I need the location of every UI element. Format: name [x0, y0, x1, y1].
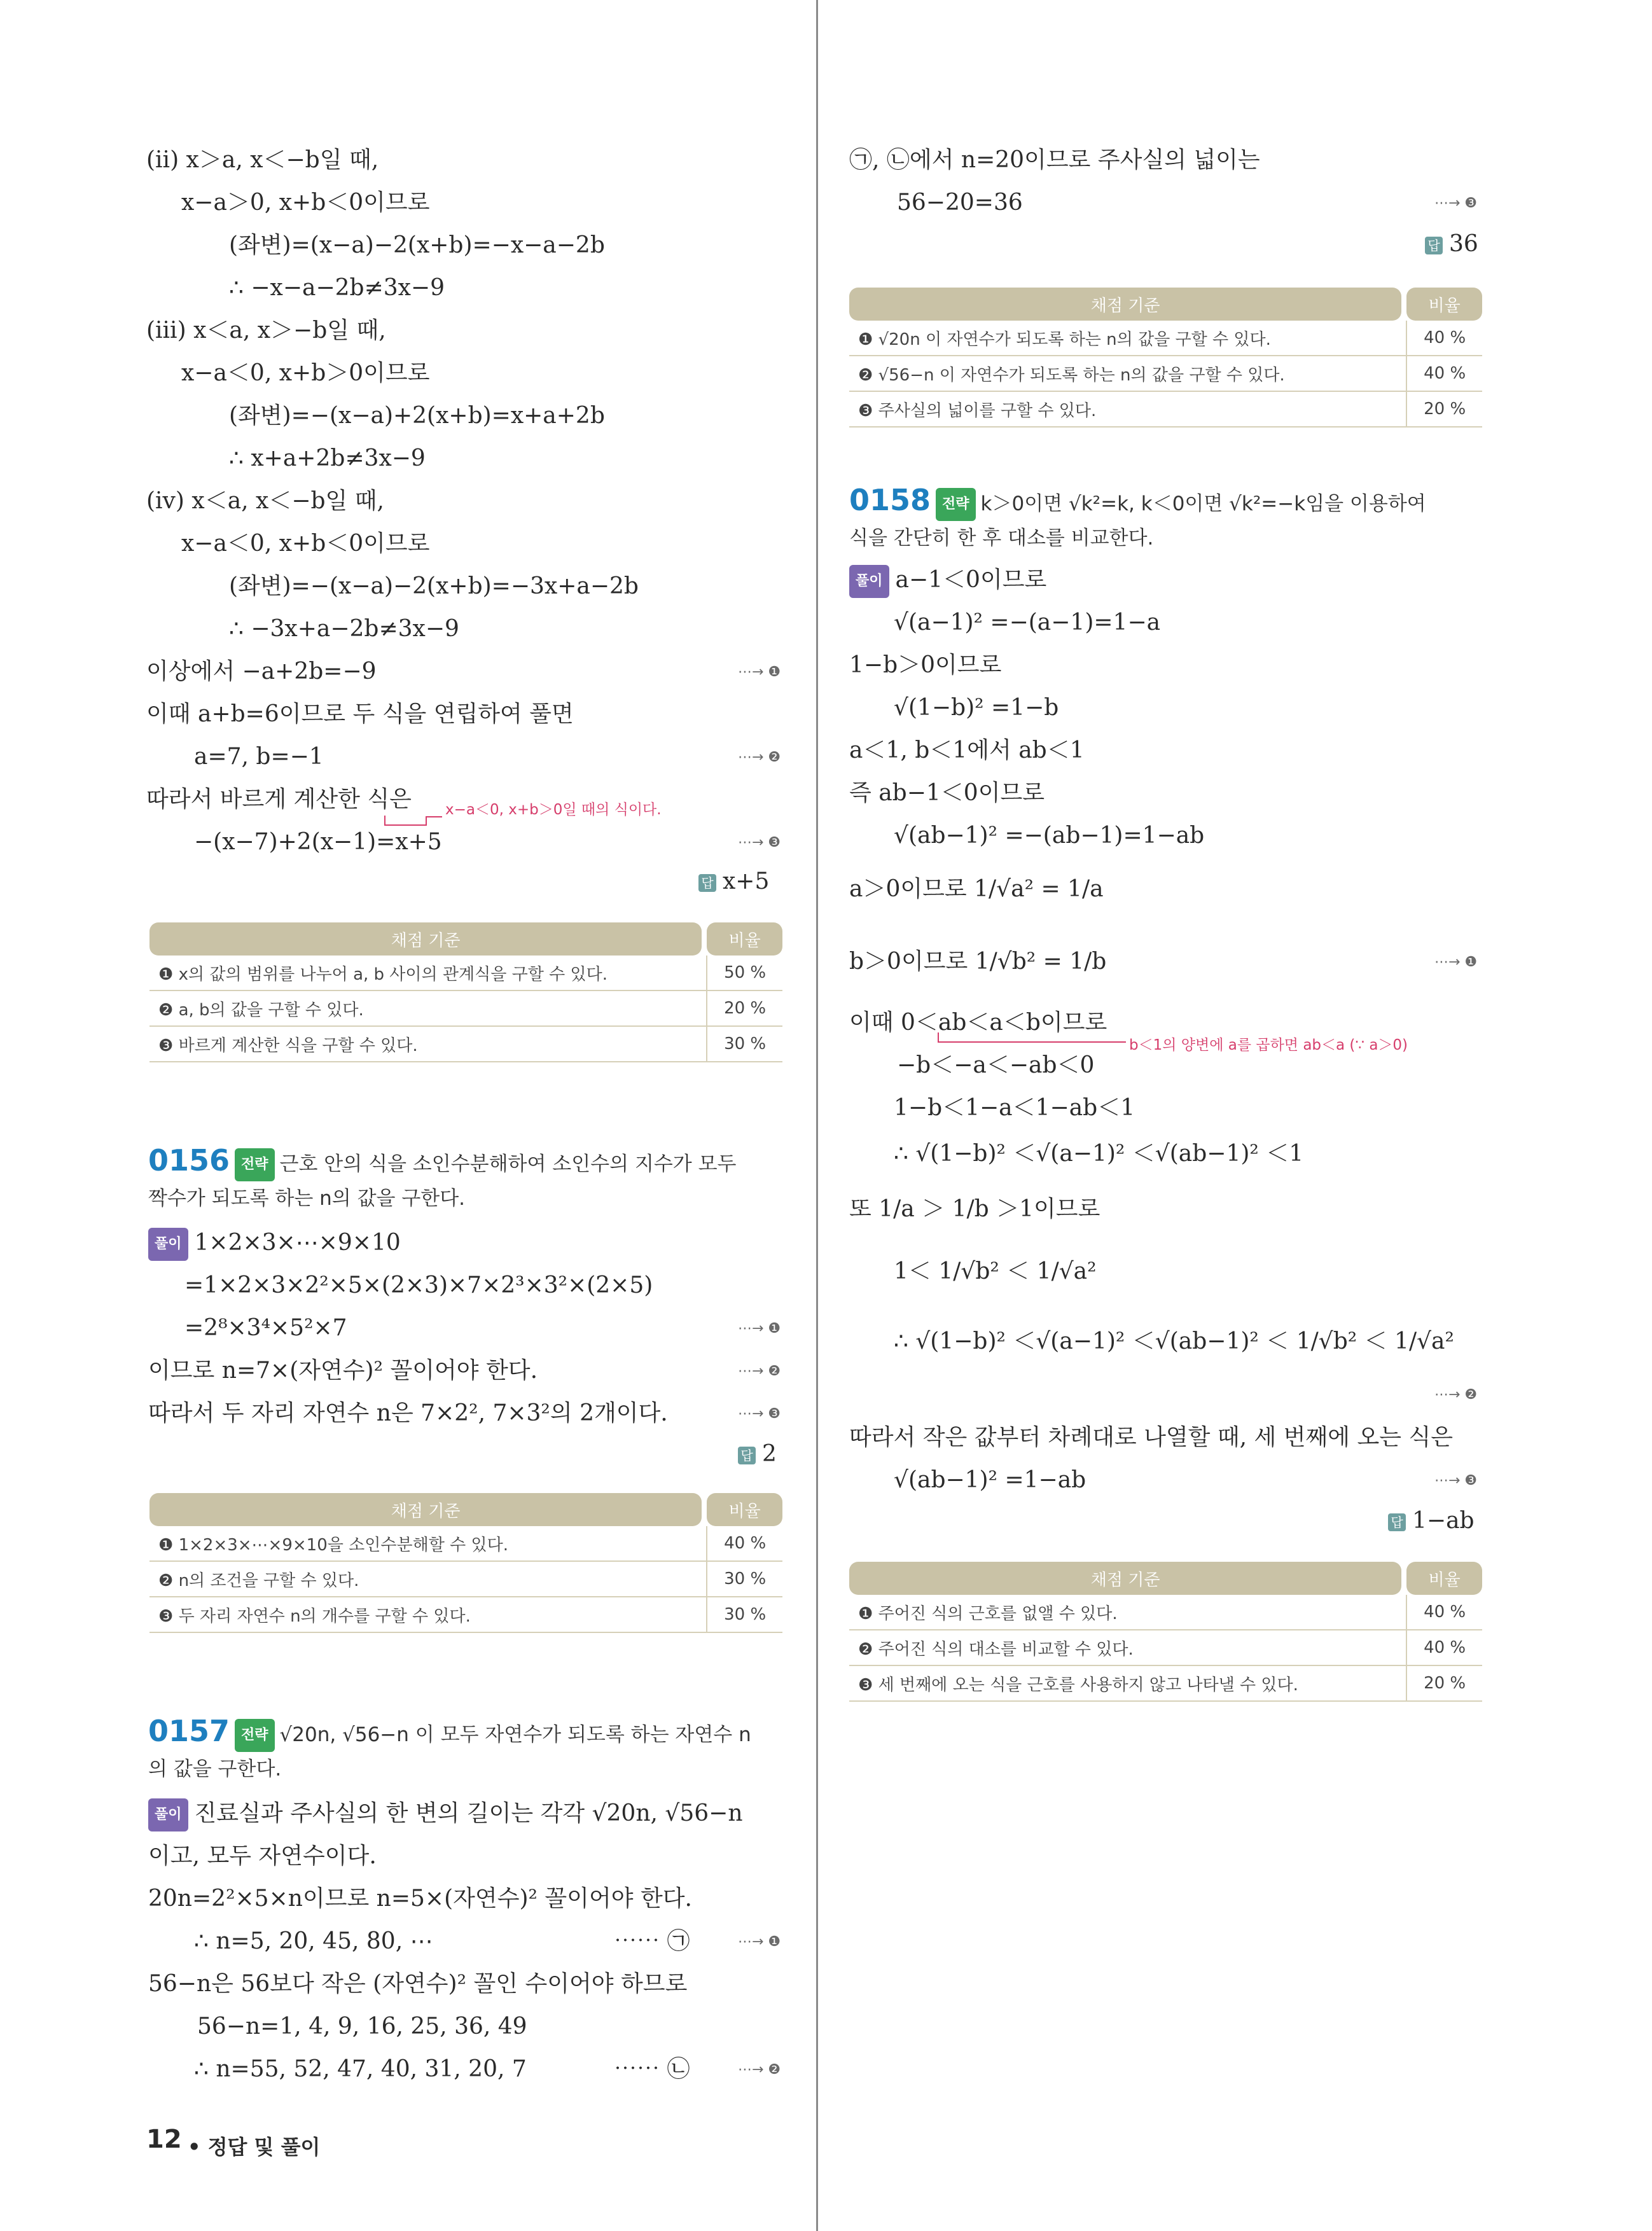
question-heading-156: 0156 전략 근호 안의 식을 소인수분해하여 소인수의 지수가 모두 [148, 1145, 736, 1181]
step-mark-1: ⋯→ ❶ [1434, 954, 1478, 970]
solution-line: a＞0이므로 1/√a² = 1/a [849, 876, 1104, 902]
answer-icon: 답 [738, 1447, 756, 1464]
answer-value: 2 [762, 1441, 777, 1467]
case-line: ∴ −x−a−2b≠3x−9 [229, 275, 445, 301]
column-divider [816, 0, 818, 2231]
solution-line: 따라서 작은 값부터 차례대로 나열할 때, 세 번째에 오는 식은 [849, 1424, 1454, 1450]
summary-line: −(x−7)+2(x−1)=x+5 [194, 829, 442, 855]
rubric-header: 채점 기준 [149, 922, 702, 956]
case-line: (좌변)=−(x−a)−2(x+b)=−3x+a−2b [229, 573, 639, 599]
table-row: ❷ n의 조건을 구할 수 있다. 30 % [149, 1561, 782, 1597]
rubric-table-155 [149, 922, 782, 1062]
solution-line: 20n=2²×5×n이므로 n=5×(자연수)² 꼴이어야 한다. [148, 1886, 692, 1912]
equation-tag: ⋯⋯ ㉠ [614, 1928, 690, 1954]
question-heading-158: 0158 전략 k＞0이면 √k²=k, k＜0이면 √k²=−k임을 이용하여 [849, 485, 1426, 521]
solution-line: 풀이 a−1＜0이므로 [849, 565, 1046, 598]
solution-line: √(ab−1)² =−(ab−1)=1−ab [894, 823, 1205, 849]
rubric-table-158 [849, 1562, 1482, 1702]
case-line: x−a＜0, x+b＜0이므로 [181, 531, 430, 557]
answer-value: 36 [1449, 231, 1478, 257]
solution-line: 풀이 진료실과 주사실의 한 변의 길이는 각각 √20n, √56−n [148, 1798, 743, 1831]
solution-line: 풀이 1×2×3×⋯×9×10 [148, 1228, 401, 1261]
solution-line: ∴ n=55, 52, 47, 40, 31, 20, 7 [194, 2056, 527, 2082]
solution-line: 1−b＞0이므로 [849, 652, 1002, 678]
answer-icon: 답 [1425, 237, 1443, 254]
answer-value: x+5 [723, 868, 770, 894]
solution-line: 56−n은 56보다 작은 (자연수)² 꼴인 수이어야 하므로 [148, 1971, 688, 1997]
step-mark-1: ⋯→ ❶ [738, 1934, 781, 1950]
case-line: ∴ x+a+2b≠3x−9 [229, 445, 426, 471]
solution-line: =1×2×3×2²×5×(2×3)×7×2³×3²×(2×5) [184, 1272, 653, 1298]
case-line: (좌변)=(x−a)−2(x+b)=−x−a−2b [229, 232, 605, 258]
summary-line: a=7, b=−1 [194, 744, 324, 770]
case-line: (ⅱ) x＞a, x＜−b일 때, [146, 147, 379, 173]
answer-158 [1388, 1508, 1475, 1534]
table-row: ❸ 세 번째에 오는 식을 근호를 사용하지 않고 나타낼 수 있다. 20 % [849, 1665, 1482, 1701]
case-line: x−a＜0, x+b＞0이므로 [181, 360, 430, 386]
solution-line: 1−b＜1−a＜1−ab＜1 [894, 1095, 1135, 1121]
solution-line: ㉠, ㉡에서 n=20이므로 주사실의 넓이는 [849, 147, 1260, 173]
question-title-156: 짝수가 되도록 하는 n의 값을 구한다. [148, 1187, 466, 1210]
solution-line: −b＜−a＜−ab＜0 [897, 1052, 1095, 1078]
solution-line: 이므로 n=7×(자연수)² 꼴이어야 한다. [148, 1358, 538, 1384]
table-row: ❸ 바르게 계산한 식을 구할 수 있다. 30 % [149, 1026, 782, 1062]
table-row: ❶ √20n 이 자연수가 되도록 하는 n의 값을 구할 수 있다. 40 % [849, 321, 1482, 356]
answer-157 [1425, 231, 1478, 257]
solution-line: 따라서 두 자리 자연수 n은 7×2², 7×3²의 2개이다. [148, 1400, 668, 1426]
step-mark-1: ⋯→ ❶ [738, 664, 781, 680]
case-line: (ⅲ) x＜a, x＞−b일 때, [146, 317, 386, 344]
solution-line: =2⁸×3⁴×5²×7 [184, 1315, 347, 1341]
step-mark-3: ⋯→ ❸ [1434, 195, 1478, 211]
rubric-ratio-header: 비율 [707, 1493, 782, 1526]
step-mark-2: ⋯→ ❷ [738, 2062, 781, 2078]
answer-icon: 답 [1388, 1513, 1406, 1531]
table-row: ❸ 주사실의 넓이를 구할 수 있다. 20 % [849, 391, 1482, 427]
table-row: ❷ 주어진 식의 대소를 비교할 수 있다. 40 % [849, 1630, 1482, 1665]
solution-line: ∴ n=5, 20, 45, 80, ⋯ [194, 1928, 433, 1954]
rubric-ratio-header: 비율 [1406, 1562, 1482, 1595]
case-line: ∴ −3x+a−2b≠3x−9 [229, 616, 459, 642]
solution-line: 1＜ 1/√b² ＜ 1/√a² [894, 1258, 1097, 1284]
table-row: ❷ √56−n 이 자연수가 되도록 하는 n의 값을 구할 수 있다. 40 % [849, 356, 1482, 391]
solution-line: b＞0이므로 1/√b² = 1/b [849, 949, 1107, 975]
annotation-note: b＜1의 양변에 a를 곱하면 ab＜a (∵ a＞0) [1129, 1037, 1408, 1053]
step-mark-3: ⋯→ ❸ [738, 835, 781, 851]
question-title-158: 식을 간단히 한 후 대소를 비교한다. [849, 527, 1154, 550]
page-footer-title: • 정답 및 풀이 [188, 2135, 321, 2159]
solution-line: 56−n=1, 4, 9, 16, 25, 36, 49 [197, 2013, 527, 2040]
answer-156 [738, 1441, 777, 1467]
rubric-ratio-header: 비율 [1406, 288, 1482, 321]
step-mark-1: ⋯→ ❶ [738, 1321, 781, 1337]
step-mark-3: ⋯→ ❸ [738, 1406, 781, 1422]
question-title-157: 의 값을 구한다. [148, 1758, 282, 1781]
solution-line: 즉 ab−1＜0이므로 [849, 780, 1045, 806]
table-row: ❶ 1×2×3×⋯×9×10을 소인수분해할 수 있다. 40 % [149, 1526, 782, 1561]
page-number: 12 [146, 2125, 182, 2154]
summary-line: 따라서 바르게 계산한 식은 [146, 786, 412, 812]
solution-line: 56−20=36 [897, 190, 1023, 216]
step-mark-2: ⋯→ ❷ [738, 1363, 781, 1379]
rubric-header: 채점 기준 [849, 1562, 1401, 1595]
solution-line: ∴ √(1−b)² ＜√(a−1)² ＜√(ab−1)² ＜ 1/√b² ＜ 1/√a² [894, 1328, 1454, 1354]
case-line: (좌변)=−(x−a)+2(x+b)=x+a+2b [229, 403, 605, 429]
summary-line: 이상에서 −a+2b=−9 [146, 658, 377, 685]
summary-line: 이때 a+b=6이므로 두 식을 연립하여 풀면 [146, 701, 574, 727]
step-mark-2: ⋯→ ❷ [1434, 1387, 1478, 1403]
rubric-header: 채점 기준 [149, 1493, 702, 1526]
solution-line: √(a−1)² =−(a−1)=1−a [894, 609, 1161, 636]
case-line: x−a＞0, x+b＜0이므로 [181, 190, 430, 216]
solution-line: 또 1/a ＞ 1/b ＞1이므로 [849, 1196, 1100, 1222]
table-row: ❶ x의 값의 범위를 나누어 a, b 사이의 관계식을 구할 수 있다. 50 % [149, 956, 782, 990]
table-row: ❸ 두 자리 자연수 n의 개수를 구할 수 있다. 30 % [149, 1597, 782, 1632]
solution-line: ∴ √(1−b)² ＜√(a−1)² ＜√(ab−1)² ＜1 [894, 1141, 1304, 1167]
rubric-ratio-header: 비율 [707, 922, 782, 956]
note-connector [382, 803, 445, 828]
rubric-table-156 [149, 1493, 782, 1633]
step-mark-2: ⋯→ ❷ [738, 749, 781, 765]
annotation-note: x−a＜0, x+b＞0일 때의 식이다. [445, 802, 662, 818]
answer-value: 1−ab [1412, 1508, 1475, 1534]
rubric-header: 채점 기준 [849, 288, 1401, 321]
rubric-table-157 [849, 288, 1482, 427]
solution-line: 이때 0＜ab＜a＜b이므로 [849, 1010, 1107, 1036]
solution-line: 이고, 모두 자연수이다. [148, 1843, 377, 1869]
question-heading-157: 0157 전략 √20n, √56−n 이 모두 자연수가 되도록 하는 자연수 n [148, 1716, 751, 1752]
step-mark-3: ⋯→ ❸ [1434, 1473, 1478, 1489]
table-row: ❶ 주어진 식의 근호를 없앨 수 있다. 40 % [849, 1595, 1482, 1630]
equation-tag: ⋯⋯ ㉡ [614, 2056, 690, 2082]
solution-line: a＜1, b＜1에서 ab＜1 [849, 737, 1085, 763]
solution-line: √(1−b)² =1−b [894, 695, 1059, 721]
answer-155 [698, 868, 769, 894]
case-line: (ⅳ) x＜a, x＜−b일 때, [146, 488, 384, 514]
note-connector [935, 1029, 1132, 1048]
solution-line: √(ab−1)² =1−ab [894, 1467, 1086, 1493]
table-row: ❷ a, b의 값을 구할 수 있다. 20 % [149, 990, 782, 1026]
answer-icon: 답 [698, 874, 716, 892]
